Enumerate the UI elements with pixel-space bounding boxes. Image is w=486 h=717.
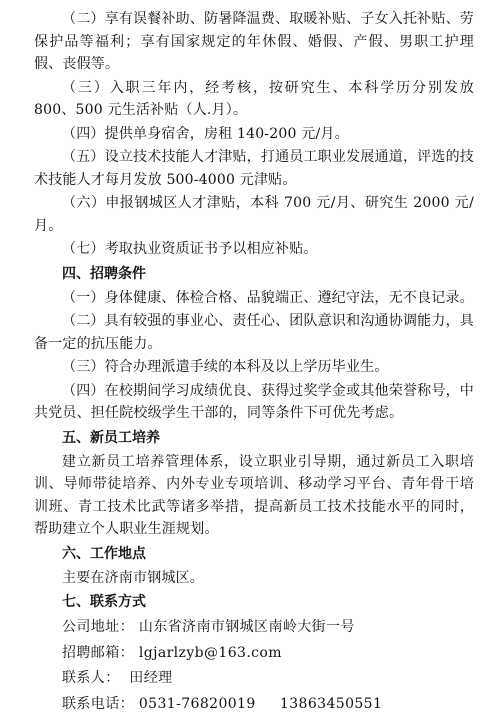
- training-heading: 五、新员工培养: [34, 426, 474, 450]
- condition-item-3: （三）符合办理派遣手续的本科及以上学历毕业生。: [34, 356, 474, 379]
- condition-item-4: （四）在校期间学习成绩优良、获得过奖学金或其他荣誉称号，中共党员、担任院校级学生干部的，同等条件下可优先考虑。: [34, 380, 474, 425]
- benefit-item-6: （六）申报钢城区人才津贴，本科 700 元/月、研究生 2000 元/月。: [34, 192, 474, 237]
- benefit-item-2: （二）享有误餐补助、防暑降温费、取暖补贴、子女入托补贴、劳保护品等福利；享有国家规定的年休假、婚假、产假、男职工护理假、丧假等。: [34, 8, 474, 76]
- condition-item-2: （二）具有较强的事业心、责任心、团队意识和沟通协调能力，具备一定的抗压能力。: [34, 310, 474, 355]
- condition-item-1: （一）身体健康、体检合格、品貌端正、遵纪守法，无不良记录。: [34, 287, 474, 310]
- contact-address: 公司地址： 山东省济南市钢城区南岭大街一号: [34, 615, 474, 641]
- contact-person: 联系人： 田经理: [34, 666, 474, 692]
- benefit-item-7: （七）考取执业资质证书予以相应补贴。: [34, 238, 474, 261]
- location-heading: 六、工作地点: [34, 542, 474, 566]
- benefit-item-5: （五）设立技术技能人才津贴，打通员工职业发展通道，评选的技术技能人才每月发放 500-4000 元津贴。: [34, 146, 474, 191]
- location-text: 主要在济南市钢城区。: [34, 567, 474, 590]
- contact-phone: 联系电话： 0531-76820019 13863450551: [34, 692, 474, 717]
- contact-heading: 七、联系方式: [34, 590, 474, 614]
- contact-email[interactable]: 招聘邮箱： lgjarlzyb@163.com: [34, 641, 474, 667]
- document-page: [34, 8, 474, 717]
- conditions-heading: 四、招聘条件: [34, 262, 474, 286]
- training-text: 建立新员工培养管理体系，设立职业引导期，通过新员工入职培训、导师带徒培养、内外专业专项培训、移动学习平台、青年骨干培训班、青工技术比武等诸多举措，提高新员工技术技能水平的同时，帮助建立个人职业生涯规划。: [34, 451, 474, 541]
- benefit-item-3: （三）入职三年内，经考核，按研究生、本科学历分别发放 800、500 元生活补贴（人.月）。: [34, 77, 474, 122]
- benefit-item-4: （四）提供单身宿舍，房租 140-200 元/月。: [34, 123, 474, 146]
